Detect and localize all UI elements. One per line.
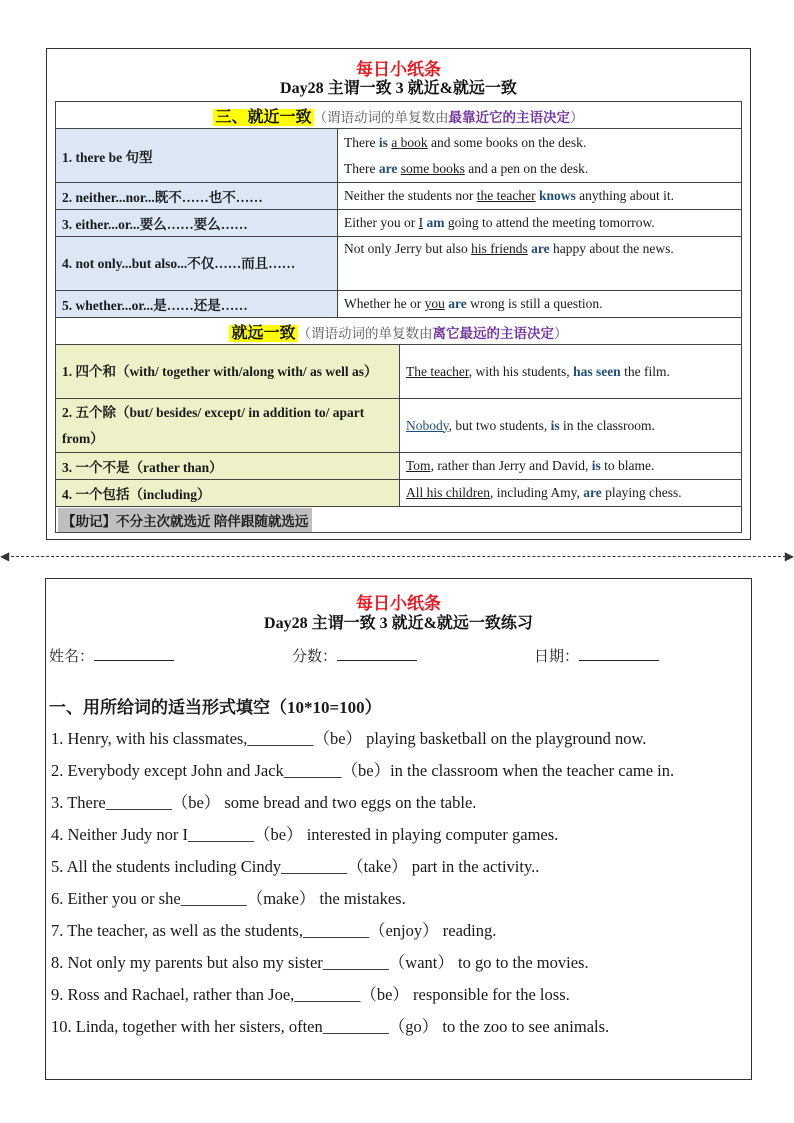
question-hint: （be） some bread and two eggs on the table. — [171, 793, 477, 812]
near-example-4 — [338, 237, 742, 291]
far-heading: 就远一致 — [231, 324, 296, 342]
question-hint: （be） playing basketball on the playground now. — [313, 729, 647, 748]
answer-blank[interactable]: ________ — [302, 921, 369, 940]
question-item — [51, 853, 539, 877]
score-label-text: 分数： — [292, 649, 338, 665]
far-example-4 — [400, 480, 742, 507]
question-hint: （enjoy） reading. — [368, 921, 497, 940]
ex-subject: Nobody — [406, 417, 449, 433]
question-text: 1. Henry, with his classmates, — [51, 729, 248, 748]
ex-text: anything about it. — [575, 188, 674, 203]
section-heading: 一、用所给词的适当形式填空（10*10=100） — [49, 698, 382, 717]
question-text: 2. Everybody except John and Jack — [51, 761, 284, 780]
ex-verb: is — [550, 417, 560, 433]
ex-verb: is — [378, 134, 388, 150]
question-hint: （take） part in the activity.. — [347, 857, 540, 876]
answer-blank[interactable]: _______ — [283, 761, 342, 780]
ex-subject: The teacher — [406, 363, 469, 379]
question-item — [51, 725, 646, 749]
answer-blank[interactable]: ________ — [180, 889, 247, 908]
ex-text: There — [344, 134, 379, 150]
far-note-end: ） — [554, 325, 568, 341]
ex-text: happy about the news. — [549, 241, 674, 256]
ex-subject: a book — [391, 134, 428, 150]
ex-text: to blame. — [600, 458, 655, 473]
question-text: 7. The teacher, as well as the students, — [51, 921, 303, 940]
answer-blank[interactable]: ________ — [294, 985, 361, 1004]
ex-text: in the classroom. — [559, 417, 655, 433]
card-title: Day28 主谓一致 3 就近&就远一致 — [280, 80, 517, 97]
far-note-key: 离它最远的主语决定 — [432, 325, 554, 341]
ex-text: , including Amy, — [490, 485, 584, 500]
card-header: 每日小纸条 — [356, 60, 441, 79]
worksheet-card — [45, 578, 752, 1080]
ex-subject: some books — [400, 160, 465, 176]
near-note-key: 最靠近它的主语决定 — [448, 109, 570, 125]
name-input[interactable] — [94, 660, 174, 661]
score-label — [292, 645, 417, 666]
worksheet-header: 每日小纸条 — [356, 594, 441, 613]
student-info-row — [49, 645, 749, 667]
answer-blank[interactable]: ________ — [188, 825, 255, 844]
rule-text: 3. either...or...要么……要么…… — [62, 217, 248, 232]
rule-text: 1. there be 句型 — [62, 149, 153, 165]
question-text: 3. There — [51, 793, 106, 812]
ex-text: , but two students, — [448, 417, 551, 433]
question-hint: （want） to go to the movies. — [388, 953, 589, 972]
near-section-header — [56, 102, 742, 129]
name-label — [49, 645, 174, 666]
ex-verb: are — [378, 160, 398, 176]
ex-verb: are — [531, 241, 550, 256]
rule-text: 4. not only...but also...不仅……而且…… — [62, 255, 296, 271]
far-note: （谓语动词的单复数由 — [297, 325, 433, 341]
near-note: （谓语动词的单复数由 — [313, 109, 449, 125]
question-text: 10. Linda, together with her sisters, often — [51, 1017, 323, 1036]
question-text: 6. Either you or she — [51, 889, 181, 908]
ex-text: playing chess. — [601, 485, 682, 500]
far-rule-3 — [56, 453, 400, 480]
ex-verb: knows — [538, 188, 576, 203]
question-hint: （make） the mistakes. — [246, 889, 406, 908]
near-example-3 — [338, 210, 742, 237]
ex-text: and some books on the desk. — [427, 134, 587, 150]
mnemonic: 【助记】不分主次就选近 陪伴跟随就选远 — [58, 508, 312, 532]
date-label-text: 日期： — [534, 649, 580, 665]
answer-blank[interactable]: ________ — [281, 857, 348, 876]
ex-verb: am — [426, 215, 445, 230]
far-rule-1 — [56, 345, 400, 399]
ex-verb: are — [583, 485, 602, 500]
answer-blank[interactable]: ________ — [322, 953, 389, 972]
name-label-text: 姓名： — [49, 649, 95, 665]
rule-text: 1. 四个和（with/ together with/along with/ as well as） — [62, 363, 378, 379]
near-rule-3 — [56, 210, 338, 237]
ex-text: Not only Jerry but also — [344, 241, 472, 256]
ex-subject: the teacher — [476, 188, 536, 203]
question-hint: （be） responsible for the loss. — [360, 985, 570, 1004]
ex-text: Whether he or — [344, 296, 425, 311]
cut-line — [6, 556, 786, 557]
near-rule-2 — [56, 183, 338, 210]
question-hint: （go） to the zoo to see animals. — [388, 1017, 610, 1036]
question-text: 5. All the students including Cindy — [51, 857, 282, 876]
ex-text: Neither the students nor — [344, 188, 477, 203]
mnemonic-row — [56, 507, 742, 533]
ex-subject: you — [424, 296, 445, 311]
arrow-left-icon: ◀ — [0, 549, 10, 563]
ex-text: There — [344, 160, 379, 176]
answer-blank[interactable]: ________ — [247, 729, 314, 748]
score-input[interactable] — [337, 660, 417, 661]
question-text: 9. Ross and Rachael, rather than Joe, — [51, 985, 295, 1004]
near-heading: 三、就近一致 — [215, 108, 312, 126]
far-example-3 — [400, 453, 742, 480]
far-section-header — [56, 318, 742, 345]
rule-text: 3. 一个不是（rather than） — [62, 460, 223, 475]
near-example-5 — [338, 291, 742, 318]
ex-verb: are — [448, 296, 467, 311]
ex-subject: I — [418, 215, 424, 230]
near-rule-1 — [56, 129, 338, 183]
near-rule-5 — [56, 291, 338, 318]
near-note-end: ） — [570, 109, 584, 125]
ex-verb: is — [591, 458, 601, 473]
arrow-right-icon: ▶ — [784, 549, 794, 563]
rule-text: 2. neither...nor...既不……也不…… — [62, 190, 263, 205]
near-rule-4 — [56, 237, 338, 291]
summary-card — [46, 48, 751, 540]
far-rule-4 — [56, 480, 400, 507]
grammar-table — [55, 101, 742, 533]
ex-subject: his friends — [471, 241, 528, 256]
ex-text: going to attend the meeting tomorrow. — [444, 215, 655, 230]
question-text: 4. Neither Judy nor I — [51, 825, 189, 844]
far-rule-2 — [56, 399, 400, 453]
rule-text: 4. 一个包括（including） — [62, 487, 211, 502]
question-item — [51, 917, 496, 941]
question-item — [51, 789, 476, 813]
question-item — [51, 1013, 609, 1037]
rule-text: 5. whether...or...是……还是…… — [62, 298, 248, 313]
question-item — [51, 821, 558, 845]
ex-text: , rather than Jerry and David, — [430, 458, 592, 473]
far-example-2 — [400, 399, 742, 453]
near-example-1 — [338, 129, 742, 183]
ex-subject: Tom — [406, 458, 431, 473]
answer-blank[interactable]: ________ — [322, 1017, 389, 1036]
ex-text: and a pen on the desk. — [464, 160, 589, 176]
question-item — [51, 981, 570, 1005]
rule-text: 2. 五个除（but/ besides/ except/ in addition to/ apart from） — [62, 404, 365, 446]
far-example-1 — [400, 345, 742, 399]
question-item — [51, 949, 589, 973]
question-hint: （be） interested in playing computer games. — [254, 825, 559, 844]
ex-text: , with his students, — [468, 363, 574, 379]
ex-text: wrong is still a question. — [466, 296, 603, 311]
date-input[interactable] — [579, 660, 659, 661]
ex-subject: All his children — [406, 485, 490, 500]
ex-verb: has seen — [573, 363, 621, 379]
date-label — [534, 645, 659, 666]
question-text: 8. Not only my parents but also my sister — [51, 953, 323, 972]
ex-text: Either you or — [344, 215, 419, 230]
question-hint: （be）in the classroom when the teacher came in. — [341, 761, 675, 780]
worksheet-title: Day28 主谓一致 3 就近&就远一致练习 — [264, 615, 533, 632]
question-item — [51, 757, 674, 781]
question-item — [51, 885, 406, 909]
answer-blank[interactable]: ________ — [105, 793, 172, 812]
near-example-2 — [338, 183, 742, 210]
ex-text: the film. — [620, 363, 670, 379]
